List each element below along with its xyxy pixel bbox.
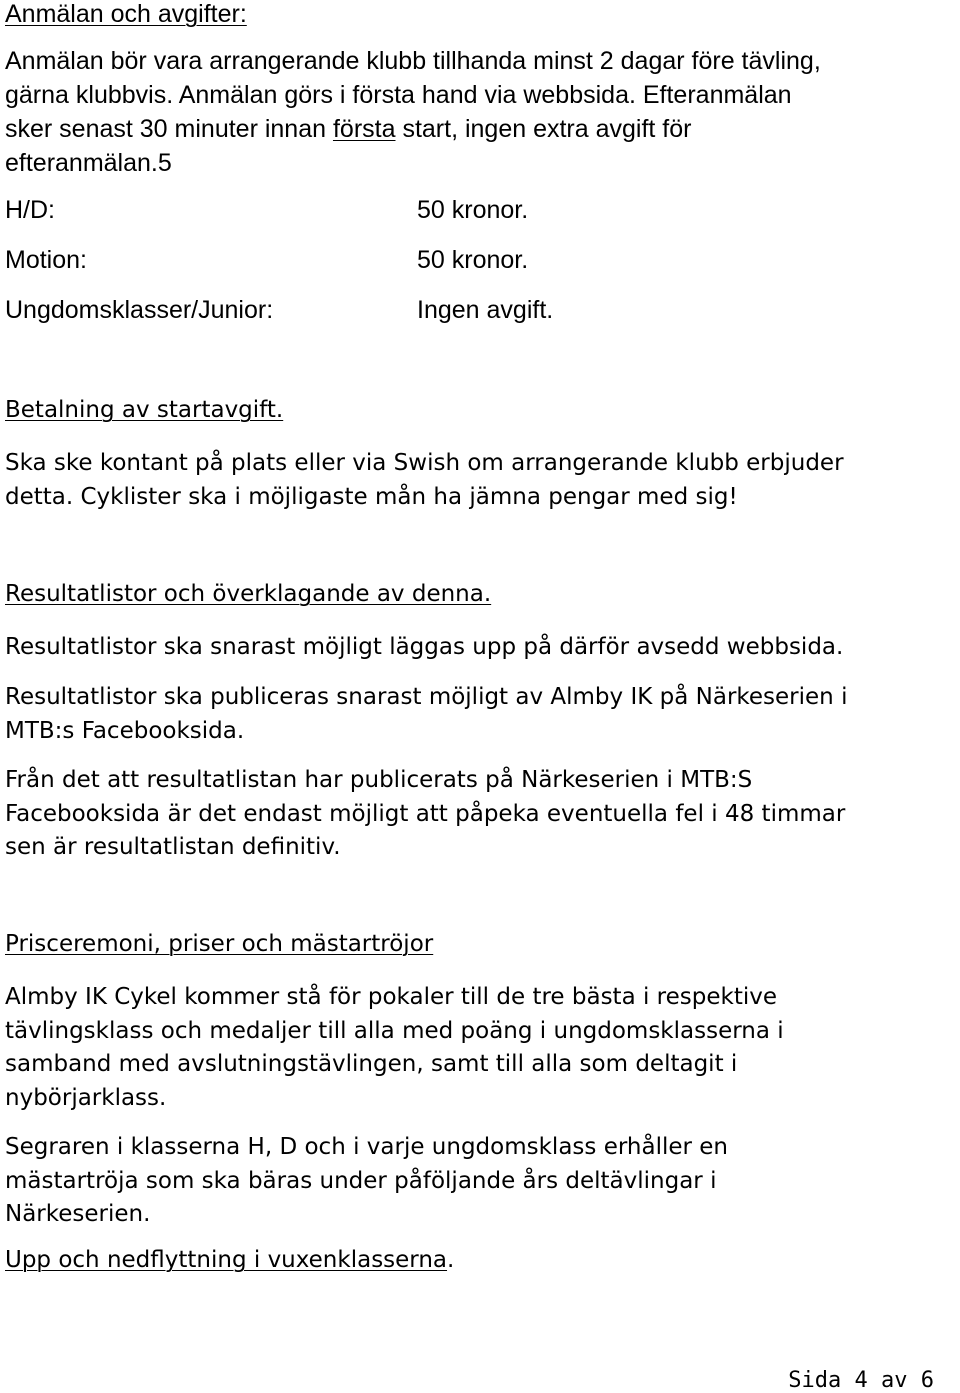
ceremony-p1-line-4: nybörjarklass. <box>5 1084 167 1111</box>
promotion-heading-text: Upp och nedflyttning i vuxenklasserna <box>5 1247 448 1273</box>
results-p3-line-3: sen är resultatlistan definitiv. <box>5 834 341 860</box>
results-p3-line-1: Från det att resultatlistan har publicerats på Närkeserien i MTB:S <box>5 767 753 793</box>
fee-value: 50 kronor. <box>417 246 529 274</box>
fee-label: Motion: <box>5 246 87 274</box>
ceremony-p2-line-1: Segraren i klasserna H, D och i varje ungdomsklass erhåller en <box>5 1134 728 1160</box>
ceremony-paragraph-1 <box>5 981 784 1115</box>
section-heading-ceremony: Prisceremoni, priser och mästartröjor <box>5 931 434 957</box>
ceremony-p2-line-2: mästartröja som ska bäras under påföljande års deltävlingar i <box>5 1167 717 1194</box>
results-paragraph-3 <box>5 764 845 865</box>
registration-line-3 <box>5 112 821 146</box>
section-heading-results: Resultatlistor och överklagande av denna. <box>5 581 492 607</box>
ceremony-p2-line-3: Närkeserien. <box>5 1201 151 1227</box>
payment-paragraph <box>5 447 844 514</box>
ceremony-p1-line-1: Almby IK Cykel kommer stå för pokaler till de tre bästa i respektive <box>5 984 777 1010</box>
results-p2-line-1: Resultatlistor ska publiceras snarast möjligt av Almby IK på Närkeserien i <box>5 684 848 710</box>
promotion-heading-period: . <box>447 1247 455 1273</box>
fee-value: 50 kronor. <box>417 196 529 224</box>
fee-value: Ingen avgift. <box>417 296 554 324</box>
fee-label: H/D: <box>5 196 55 224</box>
registration-line-3-end: start, ingen extra avgift för <box>395 115 692 143</box>
section-heading-promotion <box>5 1247 454 1273</box>
ceremony-paragraph-2 <box>5 1131 728 1232</box>
ceremony-p1-line-3: samband med avslutningstävlingen, samt till alla som deltagit i <box>5 1051 738 1077</box>
section-heading-payment: Betalning av startavgift. <box>5 397 284 423</box>
results-paragraph-1: Resultatlistor ska snarast möjligt läggas upp på därför avsedd webbsida. <box>5 634 844 660</box>
registration-line-2: gärna klubbvis. Anmälan görs i första hand via webbsida. Efteranmälan <box>5 81 792 109</box>
payment-line-1: Ska ske kontant på plats eller via Swish om arrangerande klubb erbjuder <box>5 450 844 476</box>
registration-paragraph <box>5 44 821 180</box>
registration-line-1: Anmälan bör vara arrangerande klubb tillhanda minst 2 dagar före tävling, <box>5 47 821 75</box>
ceremony-p1-line-2: tävlingsklass och medaljer till alla med poäng i ungdomsklasserna i <box>5 1017 784 1044</box>
page-number: Sida 4 av 6 <box>788 1368 934 1393</box>
section-heading-registration: Anmälan och avgifter: <box>5 0 247 28</box>
registration-line-4: efteranmälan.5 <box>5 149 172 177</box>
registration-underlined-word: första <box>332 115 396 143</box>
payment-line-2: detta. Cyklister ska i möjligaste mån ha jämna pengar med sig! <box>5 483 738 510</box>
results-p3-line-2: Facebooksida är det endast möjligt att påpeka eventuella fel i 48 timmar <box>5 800 846 827</box>
results-p2-line-2: MTB:s Facebooksida. <box>5 717 245 744</box>
results-paragraph-2 <box>5 681 847 748</box>
registration-line-3-start: sker senast 30 minuter innan <box>5 115 333 143</box>
fee-label: Ungdomsklasser/Junior: <box>5 296 274 324</box>
